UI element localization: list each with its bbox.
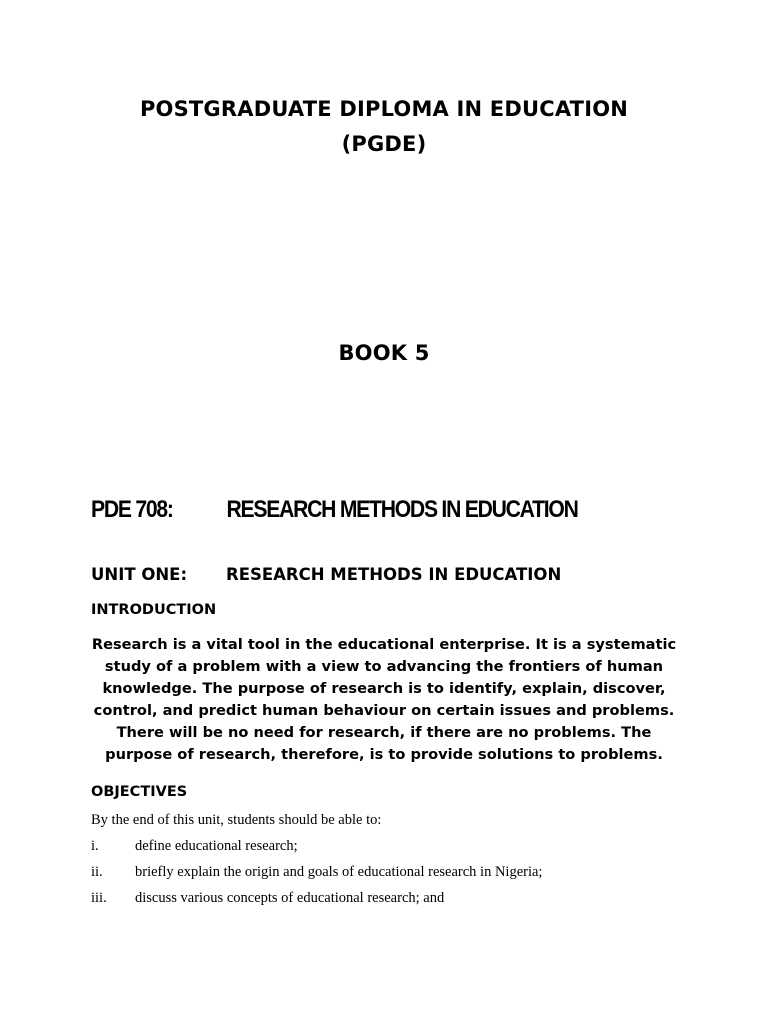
list-item (91, 864, 711, 890)
introduction-heading: INTRODUCTION (91, 602, 217, 618)
list-item-number: ii. (91, 864, 103, 880)
list-item-text: define educational research; (135, 838, 298, 854)
objectives-intro: By the end of this unit, students should be able to: (91, 812, 382, 828)
course-title: RESEARCH METHODS IN EDUCATION (226, 496, 578, 523)
unit-label: UNIT ONE: (91, 565, 188, 584)
unit-title: RESEARCH METHODS IN EDUCATION (226, 565, 562, 584)
objectives-heading: OBJECTIVES (91, 784, 188, 800)
list-item (91, 838, 711, 864)
list-item-text: discuss various concepts of educational research; and (135, 890, 445, 906)
list-item-number: iii. (91, 890, 107, 906)
course-code: PDE 708: (91, 496, 173, 523)
list-item (91, 890, 711, 916)
list-item-text: briefly explain the origin and goals of educational research in Nigeria; (135, 864, 543, 880)
document-title: POSTGRADUATE DIPLOMA IN EDUCATION (139, 97, 629, 121)
objectives-list (91, 838, 711, 916)
introduction-paragraph: Research is a vital tool in the educational enterprise. It is a systematic study of a problem with a view to advancing the frontiers of human knowledge. The purpose of research is to identify, explain, discover, control, and predict human behaviour on certain issues and problems. There will be no need for research, if there are no problems. The purpose of research, therefore, is to provide solutions to problems. (91, 636, 677, 763)
book-label: BOOK 5 (338, 341, 430, 365)
document-subtitle: (PGDE) (341, 132, 427, 156)
list-item-number: i. (91, 838, 99, 854)
